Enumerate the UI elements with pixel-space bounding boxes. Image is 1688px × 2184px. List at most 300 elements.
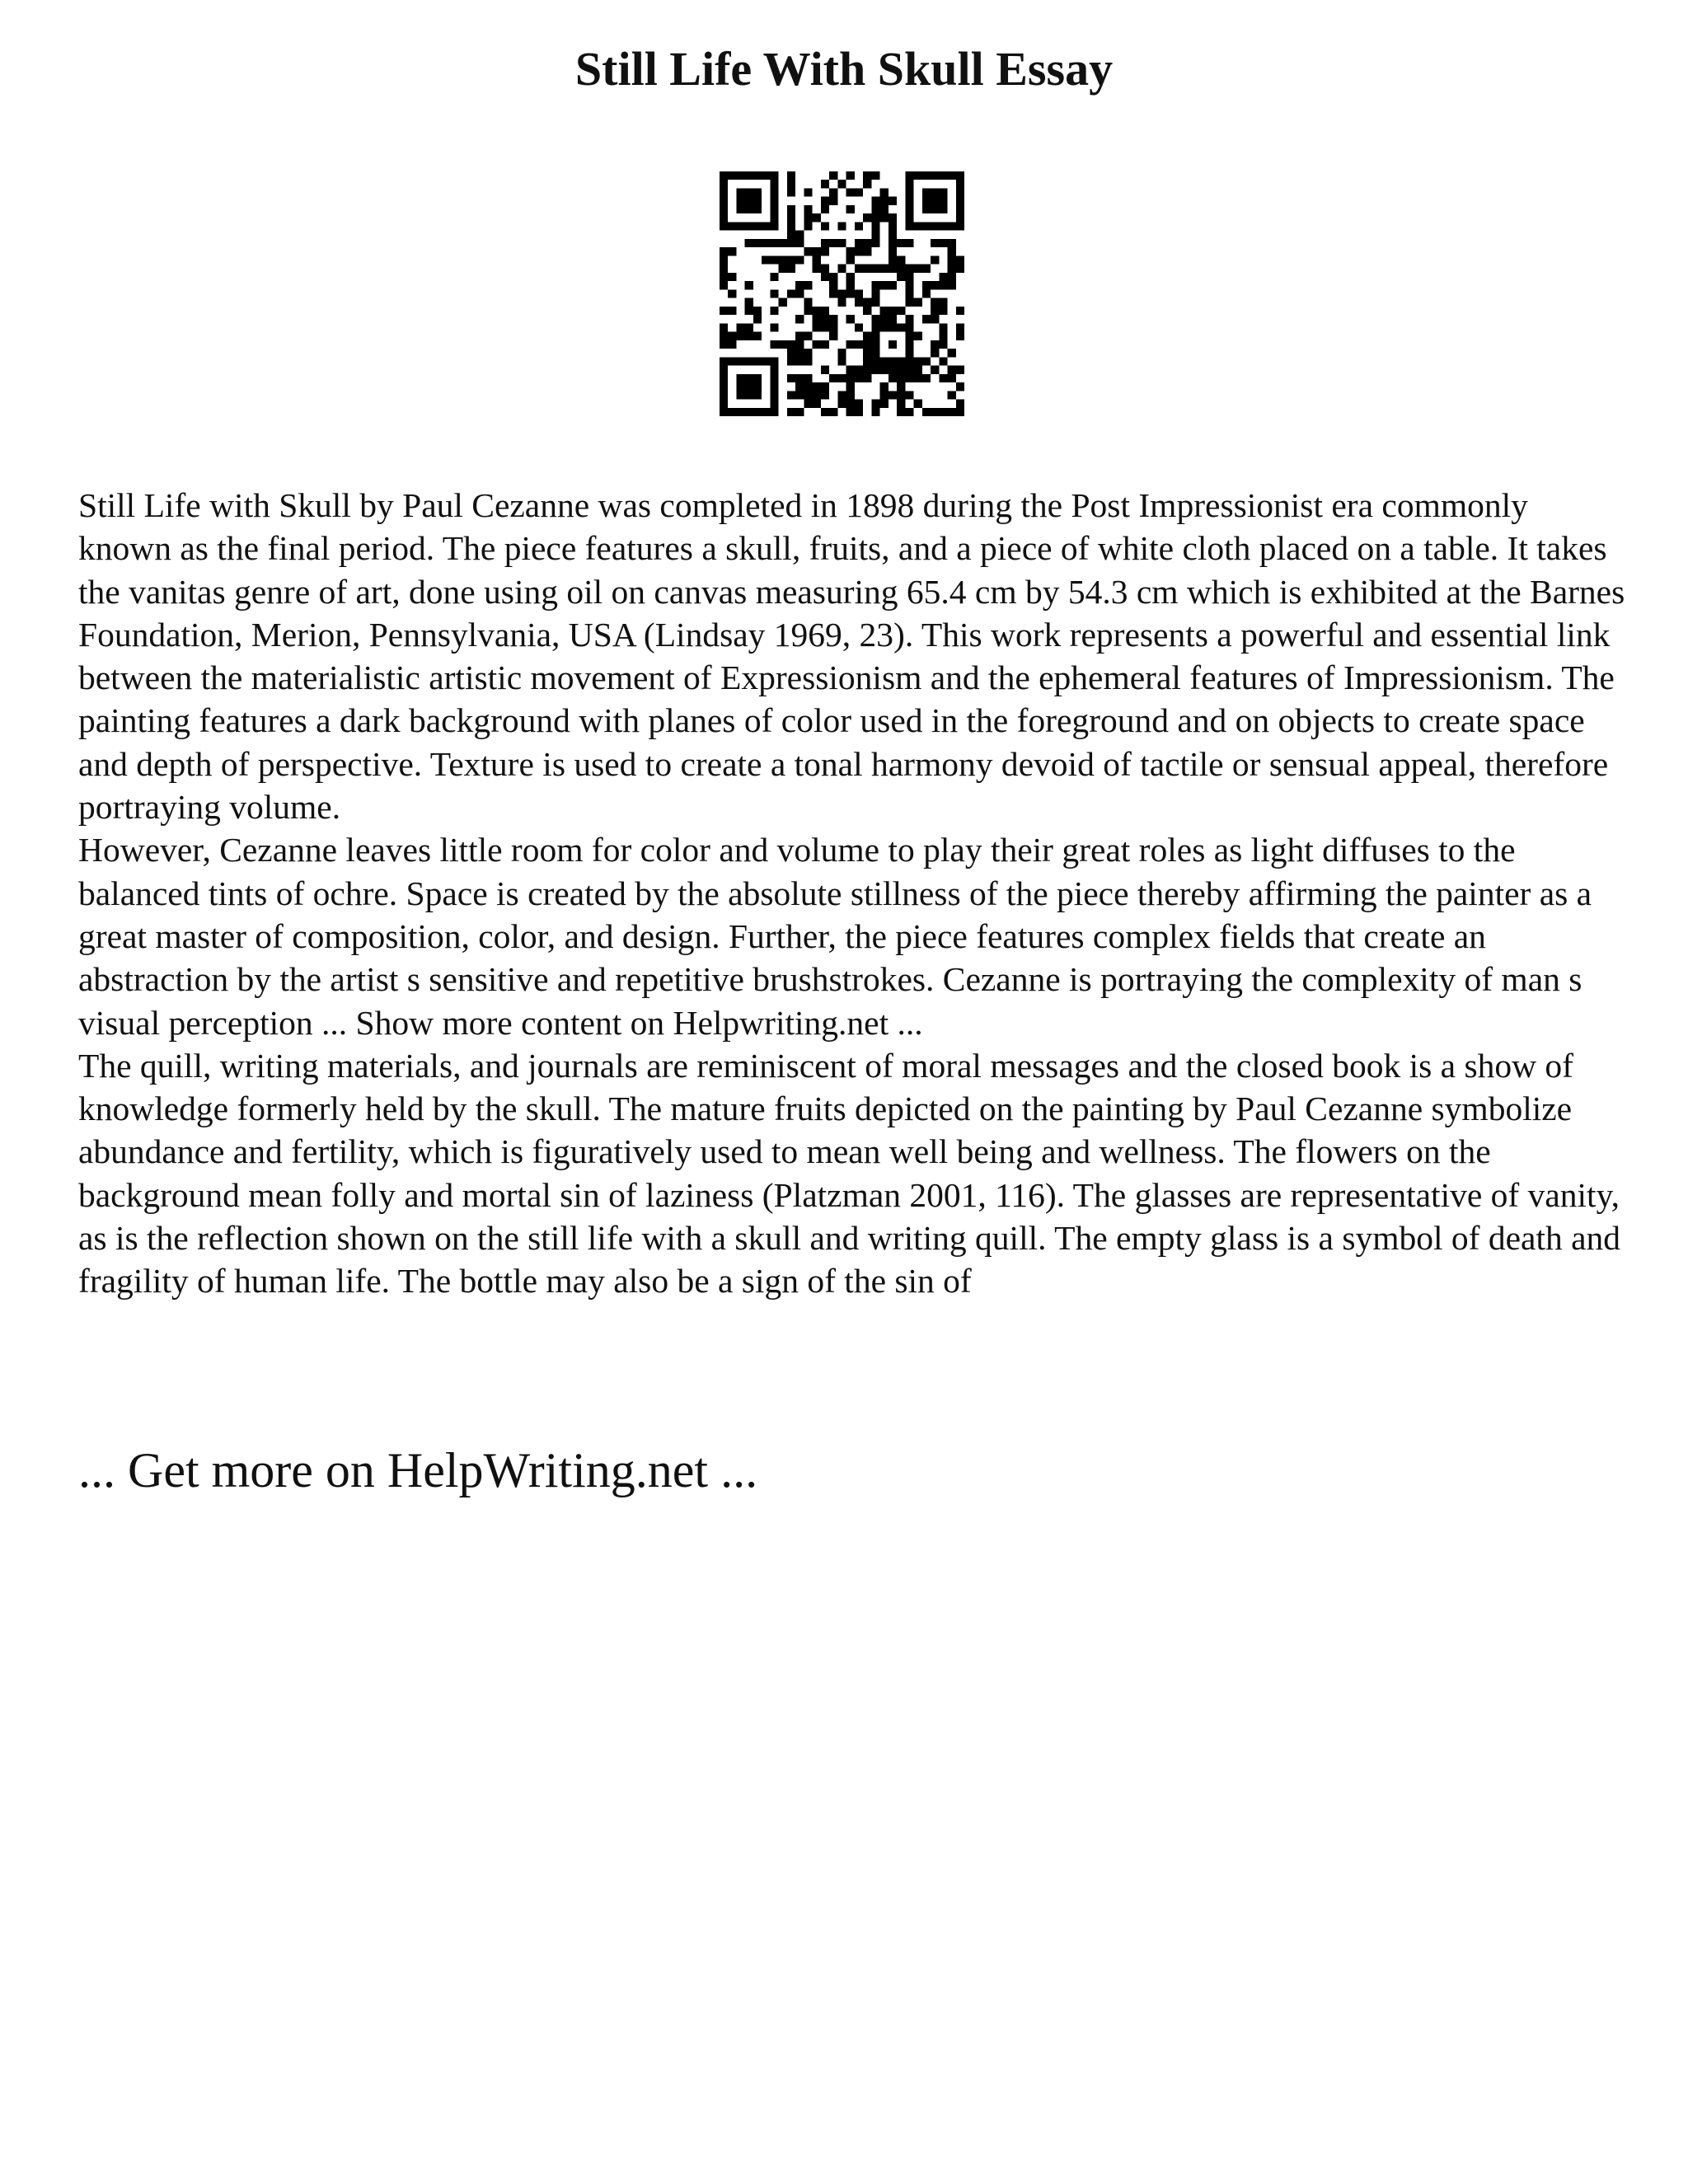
qr-module — [948, 265, 956, 273]
qr-module — [948, 374, 956, 382]
qr-module — [846, 171, 855, 180]
qr-module — [939, 188, 947, 196]
qr-module — [871, 231, 879, 239]
qr-module — [922, 171, 931, 180]
qr-module — [829, 289, 837, 298]
qr-module — [795, 239, 804, 247]
qr-module — [787, 340, 795, 349]
qr-module — [939, 374, 947, 382]
qr-module — [855, 298, 863, 307]
qr-module — [736, 188, 744, 196]
qr-module — [948, 366, 956, 374]
qr-module — [897, 366, 905, 374]
qr-module — [770, 323, 778, 331]
qr-module — [880, 400, 889, 408]
qr-module — [837, 298, 846, 307]
qr-module — [905, 332, 913, 340]
qr-module — [787, 188, 795, 196]
qr-module — [787, 374, 795, 382]
qr-module — [939, 408, 947, 416]
qr-module — [821, 197, 829, 205]
qr-module — [821, 239, 829, 247]
qr-module — [880, 391, 889, 399]
qr-module — [863, 247, 871, 255]
qr-module — [931, 188, 939, 196]
qr-module — [889, 357, 897, 365]
qr-module — [897, 273, 905, 281]
qr-module — [939, 340, 947, 349]
essay-paragraph-3: The quill, writing materials, and journals are reminiscent of moral messages and the closed book is a show of knowledge formerly held by the skull. The mature fruits depicted on the painting by Paul Cezanne symbolize abundance and fertility, which is figuratively used to mean well being and wellness. The flowers on the background mean folly and mortal sin of laziness (Platzman 2001, 116). The glasses are representative of vanity, as is the reflection shown on the still life with a skull and writing quill. The empty glass is a symbol of death and fragility of human life. The bottle may also be a sign of the sin of — [78, 1046, 1621, 1301]
qr-module — [855, 289, 863, 298]
qr-module — [762, 357, 770, 365]
qr-module — [837, 374, 846, 382]
qr-module — [871, 366, 879, 374]
qr-module — [728, 222, 736, 230]
qr-module — [948, 171, 956, 180]
qr-module — [804, 213, 812, 222]
qr-module — [745, 374, 753, 382]
qr-module — [956, 171, 964, 180]
qr-module — [931, 239, 939, 247]
qr-module — [914, 298, 922, 307]
qr-module — [931, 349, 939, 357]
qr-module — [745, 332, 753, 340]
qr-module — [855, 366, 863, 374]
qr-module — [905, 366, 913, 374]
qr-module — [770, 205, 778, 213]
qr-module — [753, 239, 762, 247]
qr-module — [753, 222, 762, 230]
qr-module — [770, 255, 778, 264]
qr-module — [804, 247, 812, 255]
qr-module — [770, 366, 778, 374]
qr-module — [939, 239, 947, 247]
get-more-link[interactable]: ... Get more on HelpWriting.net ... — [78, 1443, 758, 1497]
qr-module — [753, 197, 762, 205]
qr-module — [770, 357, 778, 365]
qr-module — [905, 298, 913, 307]
qr-module — [948, 255, 956, 264]
qr-module — [804, 391, 812, 399]
qr-module — [931, 340, 939, 349]
qr-module — [779, 265, 787, 273]
qr-module — [787, 357, 795, 365]
qr-module — [837, 349, 846, 357]
qr-module — [871, 239, 879, 247]
qr-module — [813, 247, 821, 255]
qr-module — [905, 197, 913, 205]
qr-module — [753, 171, 762, 180]
qr-module — [931, 205, 939, 213]
qr-module — [948, 273, 956, 281]
qr-module — [753, 374, 762, 382]
qr-module — [720, 171, 728, 180]
qr-module — [829, 197, 837, 205]
qr-module — [863, 357, 871, 365]
qr-module — [871, 265, 879, 273]
qr-module — [939, 307, 947, 315]
qr-module — [813, 213, 821, 222]
qr-module — [813, 382, 821, 391]
qr-module — [813, 255, 821, 264]
qr-module — [720, 197, 728, 205]
qr-module — [855, 400, 863, 408]
qr-module — [720, 382, 728, 391]
qr-module — [813, 323, 821, 331]
qr-module — [914, 332, 922, 340]
qr-module — [922, 315, 931, 323]
qr-module — [956, 323, 964, 331]
qr-module — [948, 239, 956, 247]
qr-module — [745, 281, 753, 289]
qr-module — [922, 205, 931, 213]
qr-module — [846, 340, 855, 349]
qr-module — [931, 197, 939, 205]
qr-module — [905, 171, 913, 180]
qr-module — [871, 323, 879, 331]
qr-module — [889, 197, 897, 205]
qr-module — [720, 366, 728, 374]
qr-module — [720, 408, 728, 416]
qr-module — [829, 374, 837, 382]
qr-module — [787, 213, 795, 222]
qr-module — [720, 340, 728, 349]
qr-module — [770, 400, 778, 408]
qr-module — [795, 374, 804, 382]
qr-module — [939, 332, 947, 340]
qr-module — [787, 171, 795, 180]
qr-module — [770, 289, 778, 298]
qr-module — [880, 323, 889, 331]
qr-module — [821, 307, 829, 315]
qr-module — [889, 281, 897, 289]
qr-module — [787, 205, 795, 213]
qr-module — [745, 197, 753, 205]
qr-module — [770, 273, 778, 281]
qr-module — [855, 408, 863, 416]
qr-module — [905, 281, 913, 289]
qr-module — [889, 213, 897, 222]
qr-module — [863, 171, 871, 180]
qr-module — [880, 307, 889, 315]
essay-paragraph-2: However, Cezanne leaves little room for color and volume to play their great roles as light diffuses to the balanced tints of ochre. Space is created by the absolute stillness of the piece thereby affirming the painter as a great master of composition, color, and design. Further, the piece features complex fields that create an abstraction by the artist s sensitive and repetitive brushstrokes. Cezanne is portraying the complexity of man s visual perception ... Show more content on Helpwriting.net ... — [78, 831, 1592, 1042]
qr-module — [821, 366, 829, 374]
qr-module — [871, 289, 879, 298]
qr-module — [871, 197, 879, 205]
qr-module — [770, 171, 778, 180]
qr-module — [846, 366, 855, 374]
qr-module — [753, 408, 762, 416]
qr-module — [871, 298, 879, 307]
qr-module — [829, 273, 837, 281]
qr-module — [931, 298, 939, 307]
qr-module — [905, 213, 913, 222]
qr-module — [914, 222, 922, 230]
qr-module — [787, 222, 795, 230]
qr-module — [956, 188, 964, 196]
qr-module — [863, 340, 871, 349]
qr-module — [804, 400, 812, 408]
qr-module — [753, 315, 762, 323]
qr-module — [914, 171, 922, 180]
qr-module — [804, 188, 812, 196]
qr-module — [863, 332, 871, 340]
qr-module — [720, 188, 728, 196]
qr-module — [821, 180, 829, 188]
qr-module — [813, 400, 821, 408]
qr-module — [795, 340, 804, 349]
qr-module — [804, 205, 812, 213]
qr-module — [720, 281, 728, 289]
qr-module — [720, 307, 728, 315]
qr-module — [855, 247, 863, 255]
qr-module — [905, 205, 913, 213]
qr-module — [728, 340, 736, 349]
qr-module — [871, 281, 879, 289]
qr-module — [948, 349, 956, 357]
qr-module — [795, 382, 804, 391]
qr-module — [880, 382, 889, 391]
qr-module — [720, 247, 728, 255]
qr-module — [720, 222, 728, 230]
qr-module — [821, 315, 829, 323]
qr-module — [846, 281, 855, 289]
qr-module — [813, 307, 821, 315]
qr-module — [745, 391, 753, 399]
qr-module — [905, 239, 913, 247]
qr-module — [736, 222, 744, 230]
qr-module — [922, 197, 931, 205]
qr-module — [837, 289, 846, 298]
qr-module — [846, 408, 855, 416]
qr-module — [871, 205, 879, 213]
qr-module — [745, 188, 753, 196]
qr-module — [871, 315, 879, 323]
qr-module — [829, 188, 837, 196]
qr-module — [871, 340, 879, 349]
qr-module — [905, 273, 913, 281]
qr-module — [846, 391, 855, 399]
qr-module — [728, 247, 736, 255]
qr-module — [897, 265, 905, 273]
qr-module — [736, 391, 744, 399]
qr-module — [804, 281, 812, 289]
qr-module — [905, 340, 913, 349]
qr-module — [855, 265, 863, 273]
qr-module — [871, 332, 879, 340]
qr-module — [855, 340, 863, 349]
qr-module — [804, 298, 812, 307]
qr-module — [720, 391, 728, 399]
qr-module — [770, 239, 778, 247]
qr-module — [821, 273, 829, 281]
qr-module — [779, 255, 787, 264]
qr-module — [922, 265, 931, 273]
qr-module — [863, 298, 871, 307]
qr-module — [770, 391, 778, 399]
qr-module — [855, 374, 863, 382]
qr-module — [922, 222, 931, 230]
qr-module — [829, 408, 837, 416]
qr-module — [939, 298, 947, 307]
qr-module — [905, 180, 913, 188]
qr-module — [889, 374, 897, 382]
qr-module — [736, 171, 744, 180]
qr-module — [914, 357, 922, 365]
qr-module — [728, 357, 736, 365]
qr-module — [846, 289, 855, 298]
qr-module — [736, 205, 744, 213]
qr-module — [905, 374, 913, 382]
qr-module — [821, 323, 829, 331]
qr-module — [889, 307, 897, 315]
qr-module — [897, 239, 905, 247]
qr-module — [863, 239, 871, 247]
qr-module — [728, 332, 736, 340]
qr-module — [753, 307, 762, 315]
qr-module — [728, 289, 736, 298]
qr-module — [837, 357, 846, 365]
qr-module — [855, 188, 863, 196]
qr-module — [829, 171, 837, 180]
qr-module — [795, 231, 804, 239]
qr-module — [905, 315, 913, 323]
qr-module — [956, 255, 964, 264]
qr-module — [880, 281, 889, 289]
qr-module — [787, 391, 795, 399]
qr-module — [787, 231, 795, 239]
qr-module — [804, 357, 812, 365]
qr-module — [931, 315, 939, 323]
qr-module — [745, 171, 753, 180]
qr-module — [880, 366, 889, 374]
qr-module — [770, 213, 778, 222]
qr-module — [720, 265, 728, 273]
qr-module — [846, 374, 855, 382]
qr-module — [948, 247, 956, 255]
qr-module — [745, 307, 753, 315]
qr-module — [770, 222, 778, 230]
qr-module — [956, 180, 964, 188]
qr-module — [728, 307, 736, 315]
qr-module — [931, 408, 939, 416]
qr-module — [956, 205, 964, 213]
qr-module — [753, 205, 762, 213]
qr-module — [770, 374, 778, 382]
qr-module — [880, 265, 889, 273]
qr-module — [871, 400, 879, 408]
qr-module — [804, 374, 812, 382]
qr-module — [829, 332, 837, 340]
qr-module — [956, 332, 964, 340]
qr-module — [956, 213, 964, 222]
page-title: Still Life With Skull Essay — [574, 42, 1114, 96]
qr-module — [762, 239, 770, 247]
qr-module — [821, 340, 829, 349]
qr-module — [897, 307, 905, 315]
qr-module — [905, 357, 913, 365]
qr-module — [787, 349, 795, 357]
qr-module — [905, 408, 913, 416]
qr-module — [753, 332, 762, 340]
qr-module — [787, 289, 795, 298]
qr-module — [795, 349, 804, 357]
qr-module — [897, 382, 905, 391]
qr-module — [762, 171, 770, 180]
qr-module — [804, 307, 812, 315]
qr-module — [837, 391, 846, 399]
qr-module — [770, 340, 778, 349]
qr-module — [804, 349, 812, 357]
qr-module — [931, 281, 939, 289]
qr-module — [846, 382, 855, 391]
qr-module — [863, 366, 871, 374]
qr-module — [931, 222, 939, 230]
qr-module — [770, 307, 778, 315]
qr-module — [770, 197, 778, 205]
qr-module — [956, 408, 964, 416]
qr-module — [720, 213, 728, 222]
qr-module — [813, 391, 821, 399]
qr-module — [720, 273, 728, 281]
qr-module — [905, 323, 913, 331]
qr-module — [770, 180, 778, 188]
qr-module — [821, 222, 829, 230]
qr-module — [889, 247, 897, 255]
qr-module — [855, 323, 863, 331]
qr-module — [753, 188, 762, 196]
qr-module — [720, 205, 728, 213]
qr-module — [889, 265, 897, 273]
qr-module — [863, 180, 871, 188]
qr-module — [779, 298, 787, 307]
essay-paragraph-1: Still Life with Skull by Paul Cezanne was completed in 1898 during the Post Impressionist era commonly known as the final period. The piece features a skull, fruits, and a piece of white cloth placed on a table. It takes the vanitas genre of art, done using oil on canvas measuring 65.4 cm by 54.3 cm which is exhibited at the Barnes Foundation, Merion, Pennsylvania, USA (Lindsay 1969, 23). This work represents a powerful and essential link between the materialistic artistic movement of Expressionism and the ephemeral features of Impressionism. The painting features a dark background with planes of color used in the foreground and on objects to create space and depth of perspective. Texture is used to create a tonal harmony devoid of tactile or sensual appeal, therefore portraying volume. — [78, 486, 1625, 827]
qr-module — [846, 400, 855, 408]
qr-module — [762, 255, 770, 264]
qr-module — [720, 255, 728, 264]
qr-module — [720, 400, 728, 408]
qr-module — [931, 307, 939, 315]
qr-module — [846, 255, 855, 264]
qr-module — [753, 382, 762, 391]
qr-module — [956, 382, 964, 391]
qr-module — [905, 289, 913, 298]
qr-module — [931, 366, 939, 374]
qr-module — [905, 349, 913, 357]
qr-module — [787, 239, 795, 247]
qr-module — [762, 222, 770, 230]
qr-module — [939, 222, 947, 230]
qr-module — [728, 408, 736, 416]
qr-module — [837, 239, 846, 247]
qr-module — [897, 323, 905, 331]
qr-module — [795, 281, 804, 289]
qr-module — [795, 255, 804, 264]
qr-module — [821, 247, 829, 255]
qr-module — [956, 222, 964, 230]
qr-module — [787, 408, 795, 416]
qr-module — [762, 408, 770, 416]
qr-module — [846, 205, 855, 213]
qr-module — [889, 222, 897, 230]
qr-module — [880, 315, 889, 323]
qr-module — [956, 197, 964, 205]
qr-code[interactable] — [720, 171, 964, 416]
qr-module — [939, 357, 947, 365]
qr-module — [922, 188, 931, 196]
qr-module — [863, 307, 871, 315]
qr-module — [795, 408, 804, 416]
